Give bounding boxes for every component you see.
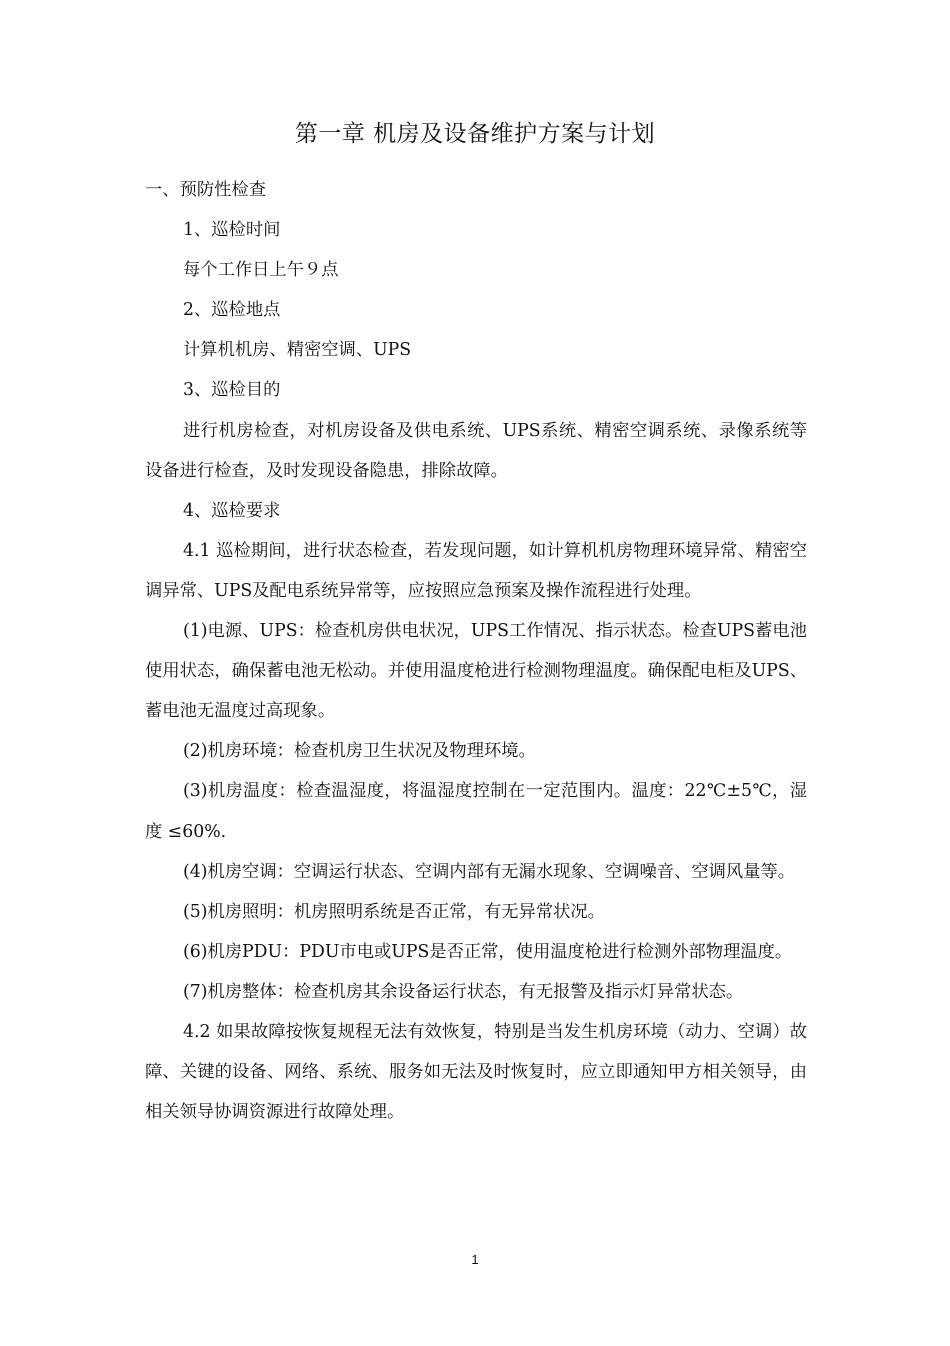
page-title: 第一章 机房及设备维护方案与计划 — [294, 121, 656, 147]
list-item: (5)机房照明：机房照明系统是否正常，有无异常状况。 — [183, 901, 605, 922]
paragraph: 每个工作日上午９点 — [183, 260, 339, 281]
list-item: (6)机房PDU：PDU市电或UPS是否正常，使用温度枪进行检测外部物理温度。 — [183, 941, 793, 962]
section-heading: 一、预防性检查 — [145, 180, 266, 200]
paragraph: 4.2 如果故障按恢复规程无法有效恢复，特别是当发生机房环境（动力、空调）故障、关键的设备、网络、系统、服务如无法及时恢复时，应立即通知甲方相关领导，由相关领导协调资源进行故障处理。 — [145, 1021, 807, 1123]
subsection-heading: 2、巡检地点 — [183, 300, 281, 321]
list-item: (2)机房环境：检查机房卫生状况及物理环境。 — [183, 741, 536, 762]
list-item: (1)电源、UPS：检查机房供电状况，UPS工作情况、指示状态。检查UPS蓄电池使用状态，确保蓄电池无松动。并使用温度枪进行检测物理温度。确保配电柜及UPS、蓄电池无温度过高现象。 — [145, 621, 807, 722]
list-item: (4)机房空调：空调运行状态、空调内部有无漏水现象、空调噪音、空调风量等。 — [183, 861, 796, 882]
subsection-heading: 1、巡检时间 — [183, 220, 281, 241]
list-item: (7)机房整体：检查机房其余设备运行状态，有无报警及指示灯异常状态。 — [183, 981, 744, 1002]
paragraph: 计算机机房、精密空调、UPS — [183, 340, 412, 361]
page-number: 1 — [471, 1252, 479, 1267]
list-item: (3)机房温度：检查温湿度，将温湿度控制在一定范围内。温度：22℃±5℃，湿度 ≤60%. — [145, 781, 807, 842]
document-body — [145, 170, 807, 1132]
subsection-heading: 4、巡检要求 — [183, 500, 281, 521]
paragraph: 进行机房检查，对机房设备及供电系统、UPS系统、精密空调系统、录像系统等设备进行检查，及时发现设备隐患，排除故障。 — [145, 420, 807, 481]
paragraph: 4.1 巡检期间，进行状态检查，若发现问题，如计算机机房物理环境异常、精密空调异常、UPS及配电系统异常等，应按照应急预案及操作流程进行处理。 — [145, 540, 807, 601]
subsection-heading: 3、巡检目的 — [183, 380, 281, 401]
